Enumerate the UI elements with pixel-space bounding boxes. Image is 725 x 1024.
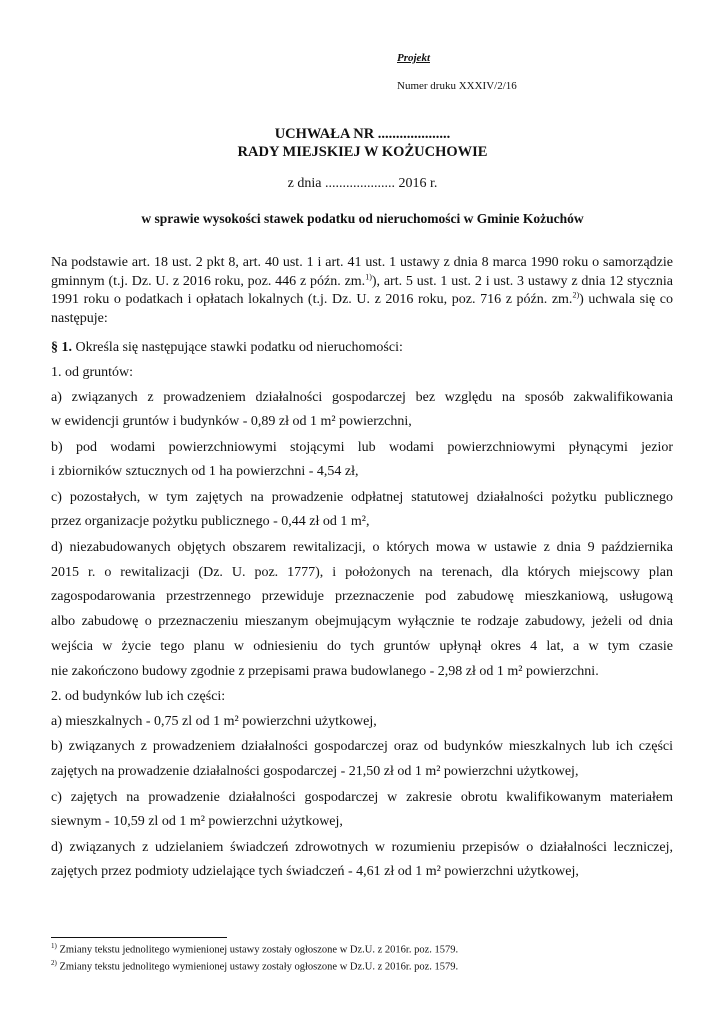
list-item-d-line4: albo zabudowę o przeznaczeniu mieszanym obejmującym wyłącznie te rodzaje zabudowy, jeżeli od dnia [51,614,673,629]
list-item-2c-line1: c) zajętych na prowadzenie działalności gospodarczej w zakresie obrotu kwalifikowanym materiałem [51,790,673,805]
list-item-b-line2: i zbiorników sztucznych od 1 ha powierzchni - 4,54 zł, [51,464,359,479]
list-item-2d-line1: d) związanych z udzielaniem świadczeń zdrowotnych w rozumieniu przepisów o działalności leczniczej, [51,840,673,855]
list-item-d-line5: wejścia w życie tego planu w odniesieniu do tych gruntów upłynął okres 4 lat, a w tym czasie [51,639,673,654]
list-item-d-line6: nie zakończono budowy zgodnie z przepisami prawa budowlanego - 2,98 zł od 1 m² powierzchni. [51,664,599,679]
footnote-separator [51,937,227,938]
footnote-1: $^{1)}$ Zmiany tekstu jednolitego wymienionej ustawy zostały ogłoszone w Dz.U. z 2016r. poz. 1579. [51,942,459,956]
list-item-d-line2: 2015 r. o rewitalizacji (Dz. U. poz. 1777), i położonych na terenach, dla których miejscowy plan [51,565,673,580]
section-1-heading: § 1. Określa się następujące stawki podatku od nieruchomości: [51,340,403,355]
list-item-2a: a) mieszkalnych - 0,75 zl od 1 m² powierzchni użytkowej, [51,714,377,729]
list-item-d-line1: d) niezabudowanych objętych obszarem rewitalizacji, o których mowa w ustawie z dnia 9 października [51,540,673,555]
print-number: Numer druku XXXIV/2/16 [397,80,517,92]
resolution-date: z dnia .................... 2016 r. [287,176,438,191]
resolution-subject: w sprawie wysokości stawek podatku od nieruchomości w Gminie Kożuchów [141,211,584,226]
footnote-ref-2: 2) [572,290,580,300]
council-name: RADY MIEJSKIEJ W KOŻUCHOWIE [237,144,488,160]
list-item-2b-line1: b) związanych z prowadzeniem działalności gospodarczej oraz od budynków mieszkalnych lub ich części [51,739,673,754]
footnote-ref-1: 1) [365,271,372,281]
footnote-2: $^{2)}$ Zmiany tekstu jednolitego wymienionej ustawy zostały ogłoszone w Dz.U. z 2016r. poz. 1579. [51,959,459,973]
preamble: Na podstawie art. 18 ust. 2 pkt 8, art. 40 ust. 1 i art. 41 ust. 1 ustawy z dnia 8 marca 1990 roku o samorządzie gminnym (t.j. Dz. U. z 2016 roku, poz. 446 z późn. zm.$^{1)}$), art. 5 ust. 1 ust. 2 i ust. 3 ustawy z dnia 12 stycznia 1991 roku o podatkach i opłatach lokalnych (t.j. Dz. U. z 2016 roku, poz. 716 z późn. zm.$^{2)}$) uchwala się co następuje: [51,255,674,326]
list-item-2d-line2: zajętych przez podmioty udzielające tych świadczeń - 4,61 zł od 1 m² powierzchni użytkowej, [51,864,579,879]
list-item-grunty: 1. od gruntów: [51,365,134,380]
list-item-budynki: 2. od budynków lub ich części: [51,689,226,704]
list-item-a-line2: w ewidencji gruntów i budynków - 0,89 zł od 1 m² powierzchni, [51,414,412,429]
list-item-c-line1: c) pozostałych, w tym zajętych na prowadzenie odpłatnej statutowej działalności pożytku publicznego [51,490,673,505]
list-item-2c-line2: siewnym - 10,59 zl od 1 m² powierzchni użytkowej, [51,814,343,829]
list-item-2b-line2: zajętych na prowadzenie działalności gospodarczej - 21,50 zł od 1 m² powierzchni użytkowej, [51,764,579,779]
list-item-d-line3: zagospodarowania przestrzennego przewiduje przeznaczenie pod zabudowę mieszkaniową, usługową [51,589,673,604]
list-item-b-line1: b) pod wodami powierzchniowymi stojącymi lub wodami powierzchniowymi płynącymi jezior [51,440,673,455]
list-item-c-line2: przez organizacje pożytku publicznego - 0,44 zł od 1 m², [51,514,370,529]
list-item-a-line1: a) związanych z prowadzeniem działalności gospodarczej bez względu na sposób zakwalifikowania [51,390,673,405]
resolution-title: UCHWAŁA NR .................... [274,126,451,142]
projekt-label: Projekt [397,52,430,64]
